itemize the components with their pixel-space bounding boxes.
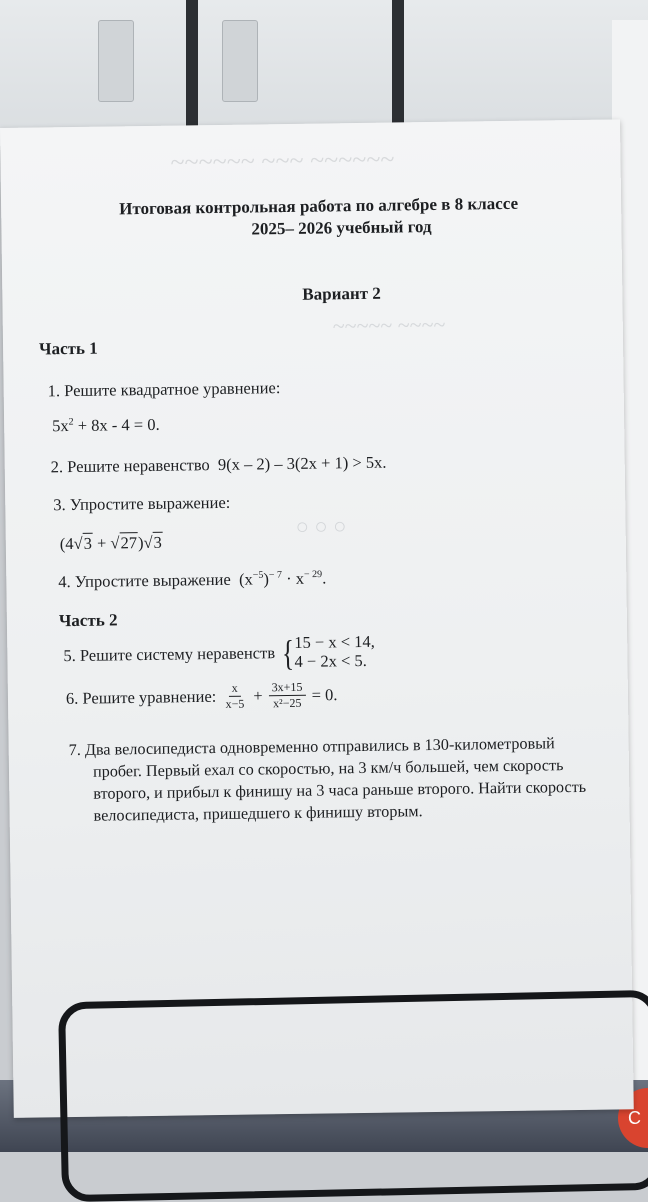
question-1-text: 1. Решите квадратное уравнение: [47, 378, 281, 401]
window-frame-post [392, 0, 404, 130]
question-5-text: 5. Решите систему неравенств [63, 643, 276, 666]
question-7 [69, 731, 630, 827]
variant-heading: Вариант 2 [302, 283, 381, 304]
inequality-system: { 15 − x < 14, 4 − 2x < 5. [281, 631, 375, 674]
question-5 [63, 633, 375, 675]
paper-holder-stand [58, 990, 648, 1202]
title-line-2: 2025– 2026 учебный год [251, 216, 432, 239]
system-line-1: 15 − x < 14, [294, 631, 375, 652]
fraction-2: $\frac{3x+15}{\text{x²−25}}$ [269, 681, 306, 711]
fraction-1: $\frac{x}{x-5}$ [225, 680, 245, 712]
question-4-expression: $(x^{-5})^{- 7} \cdot x^{- 29}$. [238, 568, 327, 589]
question-4-text: 4. Упростите выражение [58, 569, 231, 592]
window-frame-post [186, 0, 198, 130]
question-2-expression: 9(x – 2) – 3(2x + 1) > 5x. [217, 452, 387, 474]
question-7-line-2: пробег. Первый ехал со скоростью, на 3 км/ч большей, чем скорость [92, 756, 564, 781]
question-3-text: 3. Упростите выражение: [53, 492, 231, 515]
test-paper: ~~~~~~ ~~~ ~~~~~~ ~~~~~ ~~~~ ○ ○ ○ Итоговая контрольная работа по алгебре в 8 классе 2025– 2026 учебный год Вариант 2 Часть 1 1. Решите квадратное уравнение: $5x^2 + 8x - 4 = 0$. 2. Решите неравенство 9(x – 2) – 3(2x + 1) > 5x. 3. Упростите выражение: (4√3 + √27)√3 4. Упростите выражение $(x^{-5})^{- 7} \cdot x^{- 29}$. Часть 2 5. Решите систему неравенств { 15 − x < 14, 4 − 2x < 5. 6. Решите уравнение: $\frac{x}{x-5}$ + $\frac{3x+15}{\text{x²−25}}$ = 0. 7. Два велосипедиста одновременно отправились в 130-километровый пробег. Первый ехал со скоростью, на 3 км/ч большей, чем скорость второго, и прибыл к финишу на 3 часа раньше второго. Найти скорость велосипедиста, пришедшего к финишу вторым. [0, 119, 634, 1118]
red-sticker: C [618, 1088, 648, 1148]
question-4 [58, 568, 326, 592]
question-1-expression: $5x^2 + 8x - 4 = 0$. [52, 414, 160, 436]
wall-socket [98, 20, 134, 102]
part-2-heading: Часть 2 [58, 610, 118, 631]
question-2-text: 2. Решите неравенство [50, 455, 210, 477]
question-7-line-4: велосипедиста, пришедшего к финишу вторым. [93, 802, 423, 825]
question-6-text: 6. Решите уравнение: [65, 686, 217, 708]
question-2 [51, 453, 387, 478]
title-line-1: Итоговая контрольная работа по алгебре в 8 классе [119, 193, 519, 219]
system-line-2: 4 − 2x < 5. [294, 650, 367, 671]
question-7-line-3: второго, и прибыл к финишу на 3 часа раньше второго. Найти скорость [93, 777, 587, 803]
question-7-line-1: 7. Два велосипедиста одновременно отправились в 130-километровый [68, 734, 555, 760]
question-6: 6. Решите уравнение: $\frac{x}{x-5}$ + $\frac{3x+15}{\text{x²−25}}$ = 0. [65, 679, 338, 712]
part-1-heading: Часть 1 [38, 338, 98, 359]
question-3-expression: (4√3 + √27)√3 [59, 532, 162, 554]
wall-socket [222, 20, 258, 102]
